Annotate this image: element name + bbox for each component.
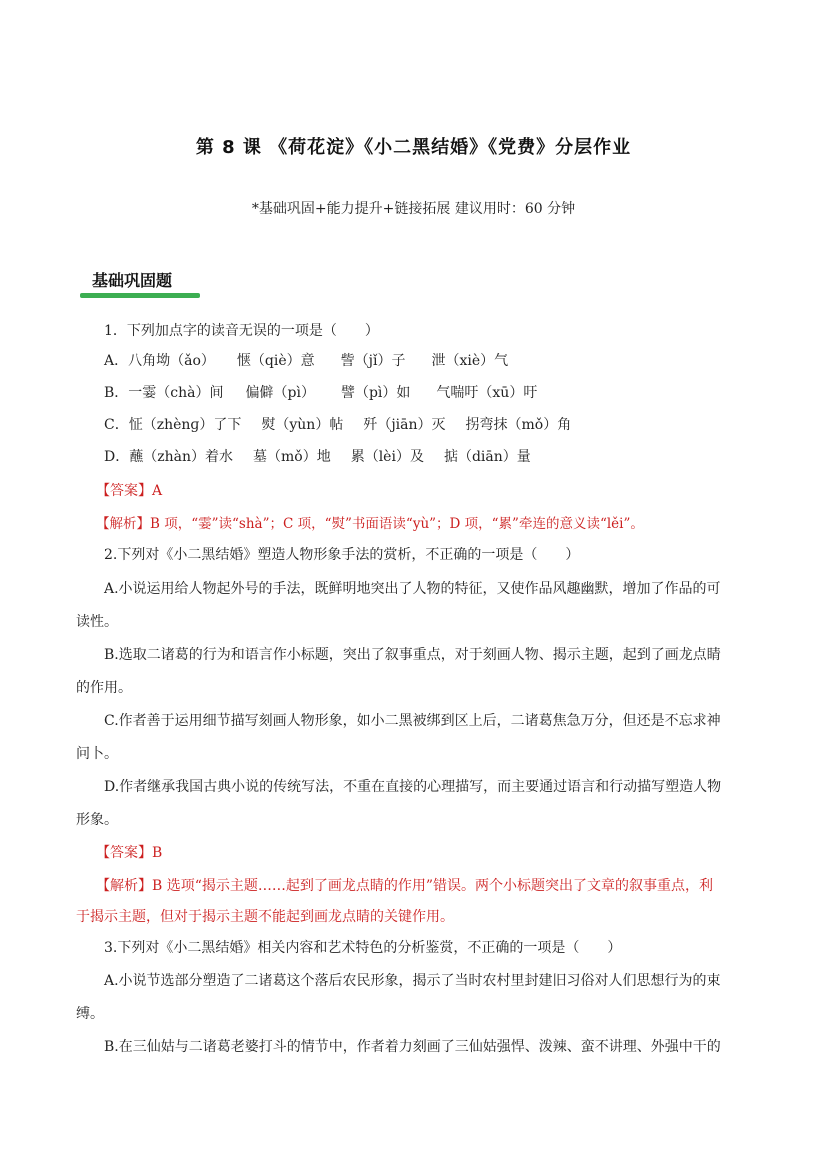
q1-d-item: 墓（mǒ）地 <box>252 449 331 465</box>
q2-stem: 2.下列对《小二黑结婚》塑造人物形象手法的赏析，不正确的一项是（ ） <box>104 547 580 563</box>
q3-line: 缚。 <box>76 1006 104 1022</box>
q1-b-item: 譬（pì）如 <box>340 385 411 401</box>
q1-b-item: 气喘吁（xū）吁 <box>436 385 538 401</box>
q3-stem: 3.下列对《小二黑结婚》相关内容和艺术特色的分析鉴赏，不正确的一项是（ ） <box>104 940 622 956</box>
q2-line: 读性。 <box>76 614 118 630</box>
q1-analysis: 【解析】B 项，“霎”读“shà”；C 项，“熨”书面语读“yù”；D 项，“累”牵连的意义读“lěi”。 <box>96 516 644 532</box>
section-underline <box>80 293 200 298</box>
q2-line: 问卜。 <box>76 746 118 762</box>
page-title: 第 8 课 《荷花淀》《小二黑结婚》《党费》分层作业 <box>195 137 632 158</box>
q2-line: D.作者继承我国古典小说的传统写法，不重在直接的心理描写，而主要通过语言和行动描写塑造人物 <box>104 779 722 795</box>
section-heading: 基础巩固题 <box>92 271 173 290</box>
q3-line: B.在三仙姑与二诸葛老婆打斗的情节中，作者着力刻画了三仙姑强悍、泼辣、蛮不讲理、外强中干的 <box>104 1039 721 1055</box>
q2-line: A.小说运用给人物起外号的手法，既鲜明地突出了人物的特征，又使作品风趣幽默，增加了作品的可 <box>104 581 721 597</box>
q1-c-item: 拐弯抹（mǒ）角 <box>465 417 572 433</box>
q1-a-item: 泄（xiè）气 <box>431 353 509 369</box>
q2-line: C.作者善于运用细节描写刻画人物形象，如小二黑被绑到区上后，二诸葛焦急万分，但还是不忘求神 <box>104 713 721 729</box>
q1-option-a <box>104 350 508 370</box>
q2-analysis: 【解析】B 选项“揭示主题……起到了画龙点睛的作用”错误。两个小标题突出了文章的叙事重点，利 <box>96 878 714 894</box>
q1-b-item: 偏僻（pì） <box>245 385 315 401</box>
q1-a-item: 惬（qiè）意 <box>236 353 315 369</box>
q3-line: A.小说节选部分塑造了二诸葛这个落后农民形象，揭示了当时农村里封建旧习俗对人们思想行为的束 <box>104 973 721 989</box>
q1-a-item: 訾（jǐ）子 <box>340 353 406 369</box>
q1-stem: 1．下列加点字的读音无误的一项是（ ） <box>104 323 379 339</box>
q1-a-item: A．八角坳（ǎo） <box>104 353 215 369</box>
q1-d-item: D．蘸（zhàn）着水 <box>104 449 233 465</box>
q1-c-item: C．怔（zhènɡ）了下 <box>104 417 242 433</box>
q2-answer: 【答案】B <box>96 845 163 861</box>
q1-d-item: 累（lèi）及 <box>350 449 424 465</box>
q1-option-b <box>104 382 537 402</box>
q2-line: B.选取二诸葛的行为和语言作小标题，突出了叙事重点，对于刻画人物、揭示主题，起到了画龙点睛 <box>104 647 721 663</box>
q1-answer: 【答案】A <box>96 483 163 499</box>
q2-line: 形象。 <box>76 812 118 828</box>
q1-b-item: B．一霎（chà）间 <box>104 385 224 401</box>
q1-c-item: 熨（yùn）帖 <box>261 417 344 433</box>
q2-line: 的作用。 <box>76 680 132 696</box>
q2-analysis-cont: 于揭示主题，但对于揭示主题不能起到画龙点睛的关键作用。 <box>76 909 454 925</box>
q1-c-item: 歼（jiān）灭 <box>363 417 446 433</box>
page-subtitle: *基础巩固+能力提升+链接拓展 建议用时：60 分钟 <box>251 201 576 217</box>
q1-option-d <box>104 446 531 466</box>
q1-d-item: 掂（diān）量 <box>443 449 531 465</box>
q1-option-c <box>104 414 571 434</box>
